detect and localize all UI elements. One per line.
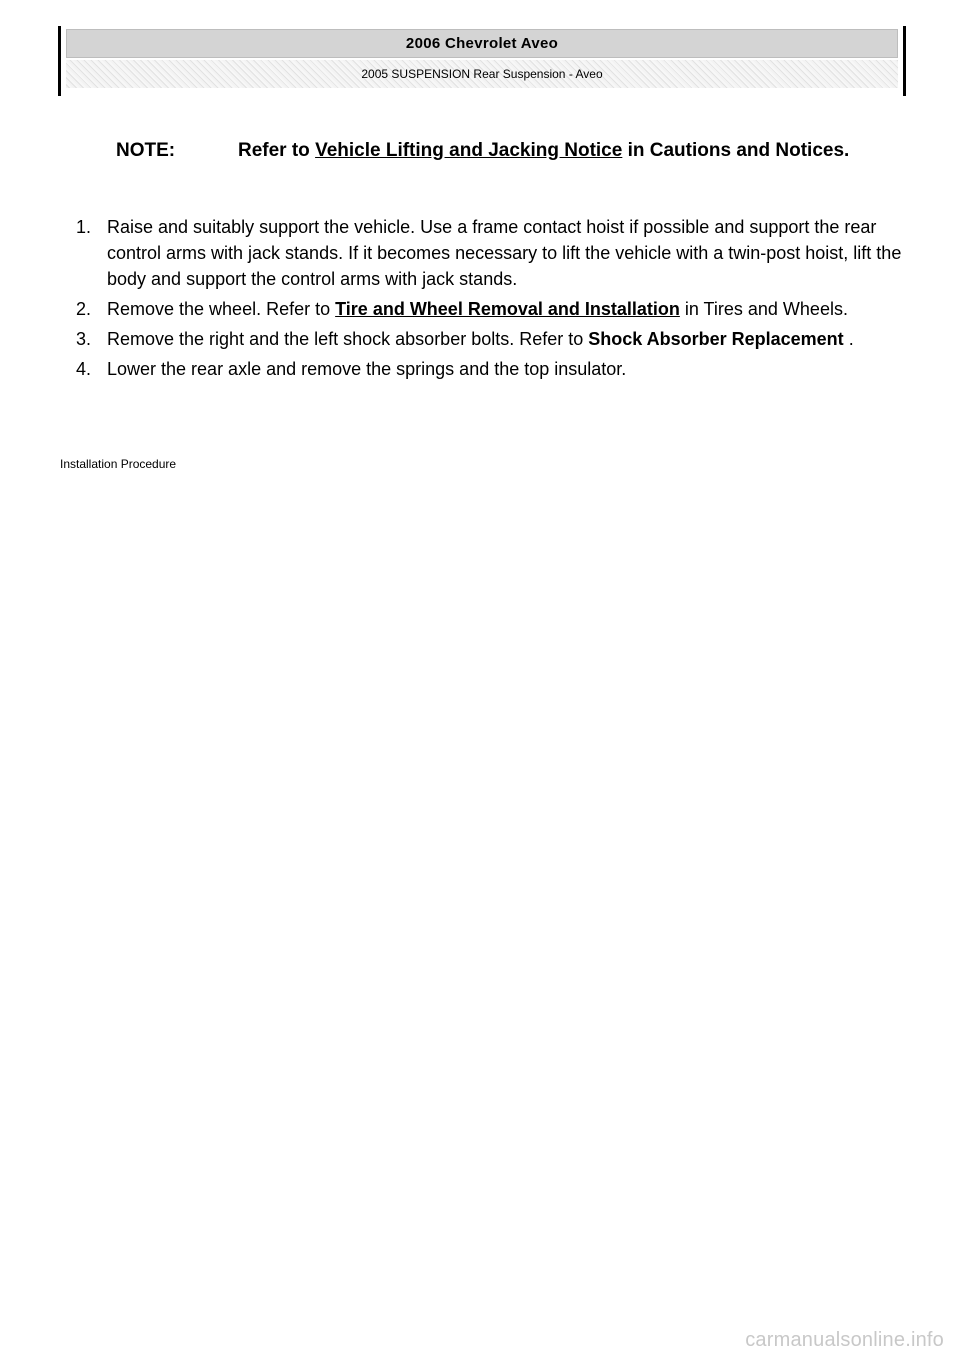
step-number: 3. — [76, 329, 92, 349]
removal-steps-list — [72, 214, 908, 386]
step-prefix: Remove the right and the left shock absorber bolts. Refer to — [107, 329, 589, 349]
step-item — [72, 326, 908, 352]
note-prefix: Refer to — [238, 140, 316, 161]
document-title: 2006 Chevrolet Aveo — [66, 29, 898, 58]
watermark: carmanualsonline.info — [745, 1329, 944, 1351]
step-suffix: . — [843, 329, 854, 349]
step-number: 4. — [76, 359, 92, 379]
step-item — [72, 214, 908, 292]
step-item — [72, 356, 908, 382]
note-label: NOTE: — [116, 140, 176, 161]
vehicle-lifting-notice-link[interactable]: Vehicle Lifting and Jacking Notice — [315, 140, 623, 161]
note-suffix: in Cautions and Notices. — [622, 140, 850, 161]
step-text: Raise and suitably support the vehicle. Use a frame contact hoist if possible and support the rear control arms with jack stands. If it becomes necessary to lift the vehicle with a twin-post hoist, lift the body and support the control arms with jack stands. — [107, 217, 902, 289]
step-suffix: in Tires and Wheels. — [679, 299, 848, 319]
tire-wheel-removal-link[interactable]: Tire and Wheel Removal and Installation — [335, 299, 680, 319]
document-subtitle: 2005 SUSPENSION Rear Suspension - Aveo — [66, 60, 898, 88]
step-number: 2. — [76, 299, 92, 319]
shock-absorber-replacement-ref: Shock Absorber Replacement — [588, 329, 844, 349]
step-prefix: Remove the wheel. Refer to — [107, 299, 336, 319]
step-number: 1. — [76, 217, 92, 237]
step-item — [72, 296, 908, 322]
installation-procedure-heading: Installation Procedure — [60, 457, 177, 471]
page-header — [58, 26, 906, 96]
step-text: Lower the rear axle and remove the springs and the top insulator. — [107, 359, 627, 379]
note-text — [238, 137, 888, 164]
